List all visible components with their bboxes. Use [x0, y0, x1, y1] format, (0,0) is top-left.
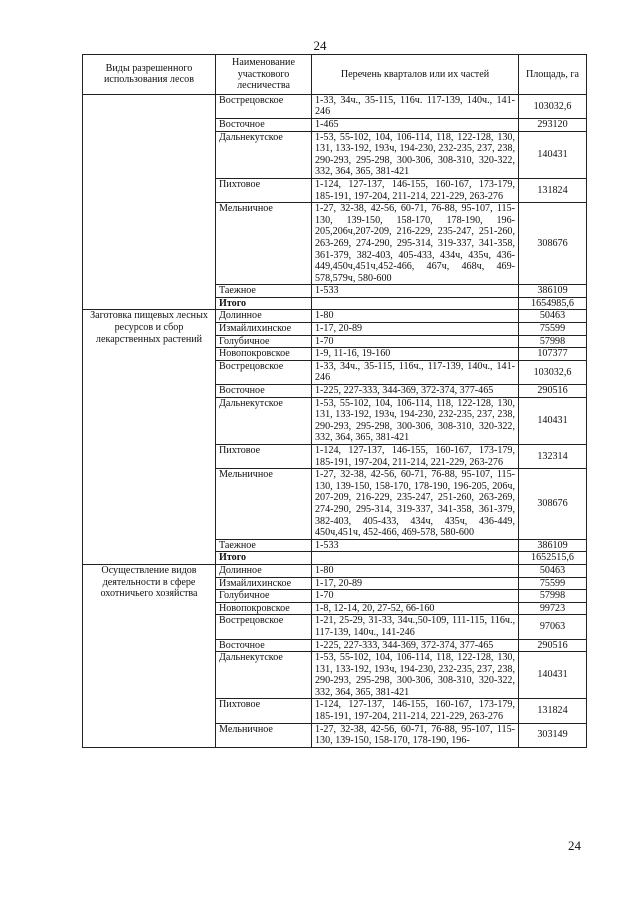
area-cell: 386109	[519, 539, 587, 552]
forestry-cell: Пихтовое	[216, 178, 312, 202]
quarters-cell: 1-27, 32-38, 42-56, 60-71, 76-88, 95-107, 115-130, 139-150, 158-170, 178-190, 196-205, 206ч, 207-209, 216-229, 235-247, 251-260, 263-269, 274-290, 295-314, 319-337, 341-358, 361-379, 382-403, 405-433, 434ч, 435ч, 436-449, 450ч,451ч, 452-466, 469-578, 580-600	[312, 469, 519, 540]
quarters-cell: 1-124, 127-137, 146-155, 160-167, 173-179, 185-191, 197-204, 211-214, 221-229, 263-276	[312, 699, 519, 723]
forestry-cell: Долинное	[216, 310, 312, 323]
quarters-cell: 1-53, 55-102, 104, 106-114, 118, 122-128, 130, 131, 133-192, 193ч, 194-230, 232-235, 237, 238, 290-293, 295-298, 300-306, 308-310, 320-322, 332, 364, 365, 381-421	[312, 397, 519, 444]
area-cell: 75599	[519, 323, 587, 336]
quarters-cell: 1-27, 32-38, 42-56, 60-71, 76-88, 95-107, 115-130, 139-150, 158-170, 178-190, 196-205,206ч,207-209, 216-229, 235-247, 251-260, 263-269, 274-290, 295-314, 319-337, 341-358, 361-379, 382-403, 405-433, 434ч, 435ч, 436-449,450ч,451ч,452-466, 467ч, 468ч, 469-578,579ч, 580-600	[312, 203, 519, 285]
forestry-cell: Мельничное	[216, 469, 312, 540]
area-cell: 386109	[519, 285, 587, 298]
forestry-cell: Пихтовое	[216, 445, 312, 469]
use-type-cell: Заготовка пищевых лесных ресурсов и сбор лекарственных растений	[83, 310, 216, 564]
forestry-cell: Долинное	[216, 564, 312, 577]
quarters-cell: 1-33, 34ч., 35-115, 116ч., 117-139, 140ч., 141-246	[312, 360, 519, 384]
quarters-cell: 1-465	[312, 118, 519, 131]
page-number-top: 24	[313, 38, 327, 53]
quarters-cell: 1-124, 127-137, 146-155, 160-167, 173-179, 185-191, 197-204, 211-214, 221-229, 263-276	[312, 445, 519, 469]
table-body	[83, 94, 587, 747]
area-cell: 50463	[519, 564, 587, 577]
forestry-cell: Голубичное	[216, 590, 312, 603]
forestry-cell: Вострецовское	[216, 360, 312, 384]
quarters-cell: 1-33, 34ч., 35-115, 116ч. 117-139, 140ч., 141-246	[312, 94, 519, 118]
forest-use-table	[82, 54, 587, 748]
total-empty-cell	[312, 552, 519, 565]
quarters-cell: 1-225, 227-333, 344-369, 372-374, 377-465	[312, 385, 519, 398]
area-cell: 103032,6	[519, 360, 587, 384]
area-cell: 75599	[519, 577, 587, 590]
area-cell: 50463	[519, 310, 587, 323]
forestry-cell: Измайлихинское	[216, 577, 312, 590]
forestry-cell: Дальнекутское	[216, 397, 312, 444]
area-cell: 140431	[519, 131, 587, 178]
forestry-cell: Измайлихинское	[216, 323, 312, 336]
quarters-cell: 1-53, 55-102, 104, 106-114, 118, 122-128, 130, 131, 133-192, 193ч, 194-230, 232-235, 237, 238, 290-293, 295-298, 300-306, 308-310, 320-322, 332, 364, 365, 381-421	[312, 131, 519, 178]
area-cell: 57998	[519, 335, 587, 348]
quarters-cell: 1-27, 32-38, 42-56, 60-71, 76-88, 95-107, 115-130, 139-150, 158-170, 178-190, 196-	[312, 723, 519, 747]
quarters-cell: 1-17, 20-89	[312, 577, 519, 590]
forestry-cell: Новопокровское	[216, 348, 312, 361]
quarters-cell: 1-533	[312, 285, 519, 298]
forestry-cell: Восточное	[216, 118, 312, 131]
quarters-cell: 1-8, 12-14, 20, 27-52, 66-160	[312, 602, 519, 615]
area-cell: 303149	[519, 723, 587, 747]
forestry-cell: Дальнекутское	[216, 131, 312, 178]
quarters-cell: 1-70	[312, 335, 519, 348]
header-forestry: Наименование участкового лесничества	[216, 55, 312, 95]
area-cell: 131824	[519, 178, 587, 202]
forestry-cell: Вострецовское	[216, 615, 312, 639]
forestry-cell: Восточное	[216, 639, 312, 652]
total-label: Итого	[216, 297, 312, 310]
area-cell: 140431	[519, 652, 587, 699]
area-cell: 97063	[519, 615, 587, 639]
forestry-cell: Мельничное	[216, 723, 312, 747]
use-type-cell	[83, 94, 216, 310]
header-area: Площадь, га	[519, 55, 587, 95]
area-cell: 132314	[519, 445, 587, 469]
forestry-cell: Таежное	[216, 285, 312, 298]
forestry-cell: Дальнекутское	[216, 652, 312, 699]
forestry-cell: Таежное	[216, 539, 312, 552]
area-cell: 290516	[519, 639, 587, 652]
total-empty-cell	[312, 297, 519, 310]
header-use-type: Виды разрешенного использования лесов	[83, 55, 216, 95]
area-cell: 293120	[519, 118, 587, 131]
area-cell: 99723	[519, 602, 587, 615]
area-cell: 308676	[519, 469, 587, 540]
area-cell: 308676	[519, 203, 587, 285]
table-row	[83, 94, 587, 118]
page-number-bottom: 24	[568, 838, 581, 853]
area-cell: 290516	[519, 385, 587, 398]
table-header-row	[83, 55, 587, 95]
forestry-cell: Мельничное	[216, 203, 312, 285]
quarters-cell: 1-80	[312, 310, 519, 323]
forestry-cell: Вострецовское	[216, 94, 312, 118]
total-area: 1654985,6	[519, 297, 587, 310]
quarters-cell: 1-53, 55-102, 104, 106-114, 118, 122-128, 130, 131, 133-192, 193ч, 194-230, 232-235, 237, 238, 290-293, 295-298, 300-306, 308-310, 320-322, 332, 364, 365, 381-421	[312, 652, 519, 699]
forestry-cell: Пихтовое	[216, 699, 312, 723]
quarters-cell: 1-70	[312, 590, 519, 603]
table-row	[83, 564, 587, 577]
header-quarters: Перечень кварталов или их частей	[312, 55, 519, 95]
area-cell: 131824	[519, 699, 587, 723]
quarters-cell: 1-225, 227-333, 344-369, 372-374, 377-465	[312, 639, 519, 652]
use-type-cell: Осуществление видов деятельности в сфере охотничьего хозяйства	[83, 564, 216, 747]
forestry-cell: Голубичное	[216, 335, 312, 348]
area-cell: 140431	[519, 397, 587, 444]
forestry-cell: Восточное	[216, 385, 312, 398]
forestry-cell: Новопокровское	[216, 602, 312, 615]
quarters-cell: 1-80	[312, 564, 519, 577]
table-row	[83, 310, 587, 323]
total-area: 1652515,6	[519, 552, 587, 565]
total-label: Итого	[216, 552, 312, 565]
area-cell: 57998	[519, 590, 587, 603]
quarters-cell: 1-533	[312, 539, 519, 552]
quarters-cell: 1-9, 11-16, 19-160	[312, 348, 519, 361]
area-cell: 103032,6	[519, 94, 587, 118]
quarters-cell: 1-124, 127-137, 146-155, 160-167, 173-179, 185-191, 197-204, 211-214, 221-229, 263-276	[312, 178, 519, 202]
quarters-cell: 1-17, 20-89	[312, 323, 519, 336]
area-cell: 107377	[519, 348, 587, 361]
quarters-cell: 1-21, 25-29, 31-33, 34ч.,50-109, 111-115, 116ч., 117-139, 140ч., 141-246	[312, 615, 519, 639]
